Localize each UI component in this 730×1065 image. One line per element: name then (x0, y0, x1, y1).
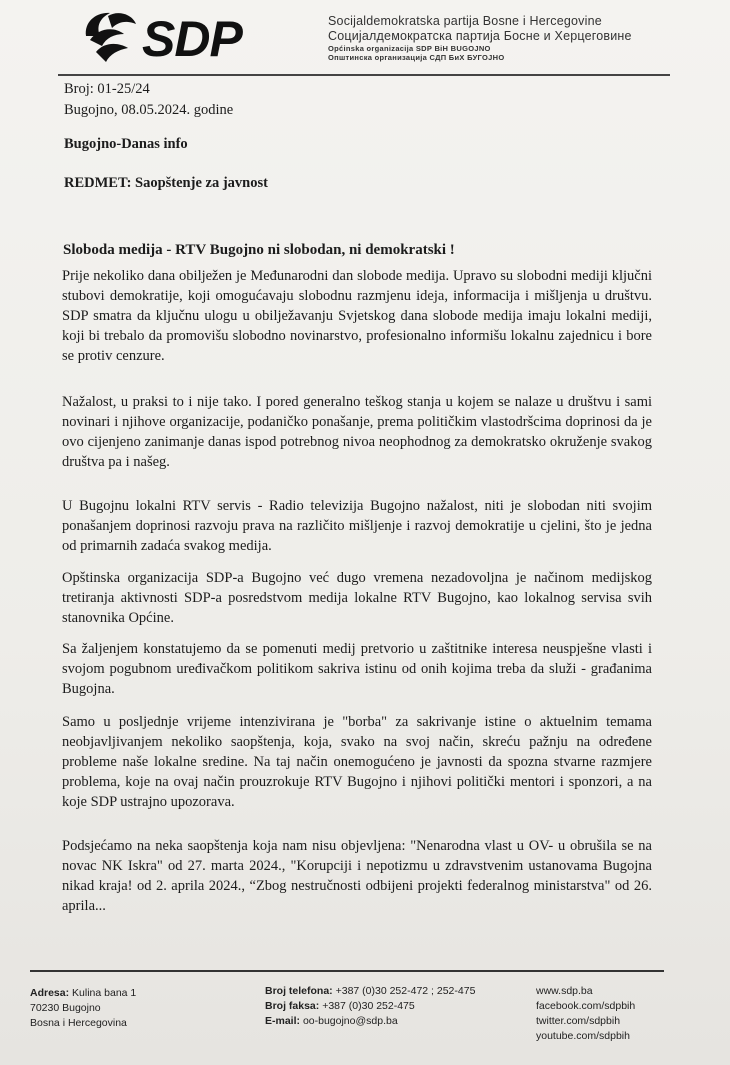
addressee: Bugojno-Danas info (64, 136, 188, 152)
paragraph: U Bugojnu lokalni RTV servis - Radio televizija Bugojno nažalost, niti je slobodan niti svojim ponašanjem doprinosi razvoju prava na različito mišljenje i razvoj demokratije u cjelini, što je jedna od primarnih zadaća svakog medija. (62, 498, 652, 554)
address-label: Adresa: (30, 987, 70, 999)
letter-date: Bugojno, 08.05.2024. godine (64, 102, 234, 118)
local-org-latin: Općinska organizacija SDP BiH BUGOJNO (328, 44, 491, 53)
footer-address (30, 986, 136, 1031)
local-org-cyrillic: Општинска организација СДП БиХ БУГОЈНО (328, 53, 505, 62)
facebook-link[interactable]: facebook.com/sdpbih (536, 1000, 636, 1012)
org-name-latin: Socijaldemokratska partija Bosne i Hercegovine (328, 14, 602, 28)
organization-header (328, 14, 632, 62)
subject-line: REDMET: Saopštenje za javnost (64, 175, 268, 191)
paragraph: Samo u posljednje vrijeme intenzivirana je "borba" za sakrivanje istine o aktuelnim temama neobjavljivanjem nekoliko saopštenja, koja, svako na svoj način, skreću pažnju na određene probleme naše lokalne sredine. Na taj način onemogućeno je javnosti da spozna stvarne razmjere problema, koje na ovaj način prouzrokuje RTV Bugojno i njihovi politički mentori i sponzori, a na koje SDP ustrajno upozorava. (62, 714, 652, 810)
fax-value: +387 (0)30 252-475 (322, 1000, 415, 1012)
paragraph: Nažalost, u praksi to i nije tako. I pored generalno teškog stanja u kojem se nalaze u društvu i sami novinari i njihove organizacije, podaničko ponašanje, prema političkim vlastodršcima doprinosi da je ovo cijenjeno zanimanje danas ispod potrebnog nivoa neophodnog za demokratsko okruženje svakog društva pa i našeg. (62, 394, 652, 470)
letter-meta (64, 79, 233, 121)
twitter-link[interactable]: twitter.com/sdpbih (536, 1015, 621, 1027)
youtube-link[interactable]: youtube.com/sdpbih (536, 1030, 630, 1042)
address-street: Kulina bana 1 (72, 987, 137, 999)
email-link[interactable]: oo-bugojno@sdp.ba (302, 1015, 398, 1027)
email-label: E-mail: (265, 1015, 301, 1027)
sdp-logo (78, 6, 278, 66)
reference-number: Broj: 01-25/24 (64, 81, 150, 97)
footer-divider (30, 970, 664, 972)
header-divider (58, 74, 670, 76)
website-link[interactable]: www.sdp.ba (536, 985, 593, 997)
paragraph: Opštinska organizacija SDP-a Bugojno već dugo vremena nezadovoljna je načinom medijskog tretiranja aktivnosti SDP-a posredstvom medija lokalne RTV Bugojno, kao lokalnog servisa svih stanovnika Općine. (62, 570, 652, 626)
phone-label: Broj telefona: (265, 985, 333, 997)
paragraph: Podsjećamo na neka saopštenja koja nam nisu objevljena: "Nenarodna vlast u OV- u obrušila se na novac NK Iskra" od 27. marta 2024., "Korupciji i nepotizmu u zdravstvenim ustanovama Bugojna nikad kraja! od 2. aprila 2024., “Zbog nestručnosti odbijeni projekti federalnog ministarstva" od 26. aprila... (62, 838, 652, 914)
press-release-headline: Sloboda medija - RTV Bugojno ni slobodan, ni demokratski ! (63, 242, 455, 258)
footer-links (536, 984, 635, 1044)
address-country: Bosna i Hercegovina (30, 1017, 127, 1029)
address-city: 70230 Bugojno (30, 1002, 101, 1014)
phone-value: +387 (0)30 252-472 ; 252-475 (335, 985, 476, 997)
org-name-cyrillic: Социјалдемократска партија Босне и Херцеговине (328, 29, 632, 43)
paragraph: Sa žaljenjem konstatujemo da se pomenuti medij pretvorio u zaštitnike interesa neuspješne vlasti i svojom pogubnom uređivačkom politikom sakriva istinu od onih kojima treba da služi - građanima Bugojna. (62, 641, 652, 697)
paragraph: Prije nekoliko dana obilježen je Međunarodni dan slobode medija. Upravo su slobodni mediji ključni stubovi demokratije, koji omogućavaju slobodnu razmjenu ideja, informacija i mišljenja u društvu. SDP smatra da ključnu ulogu u obilježavanju Svjetskog dana slobode medija imaju lokalni mediji, koji bi trebalo da promovišu slobodno novinarstvo, profesionalno informišu lokalnu zajednicu i bore se protiv cenzure. (62, 268, 652, 364)
footer-contact (265, 984, 475, 1029)
sdp-rose-emblem-icon (78, 6, 288, 68)
fax-label: Broj faksa: (265, 1000, 320, 1012)
logo-text: SDP (142, 11, 242, 67)
